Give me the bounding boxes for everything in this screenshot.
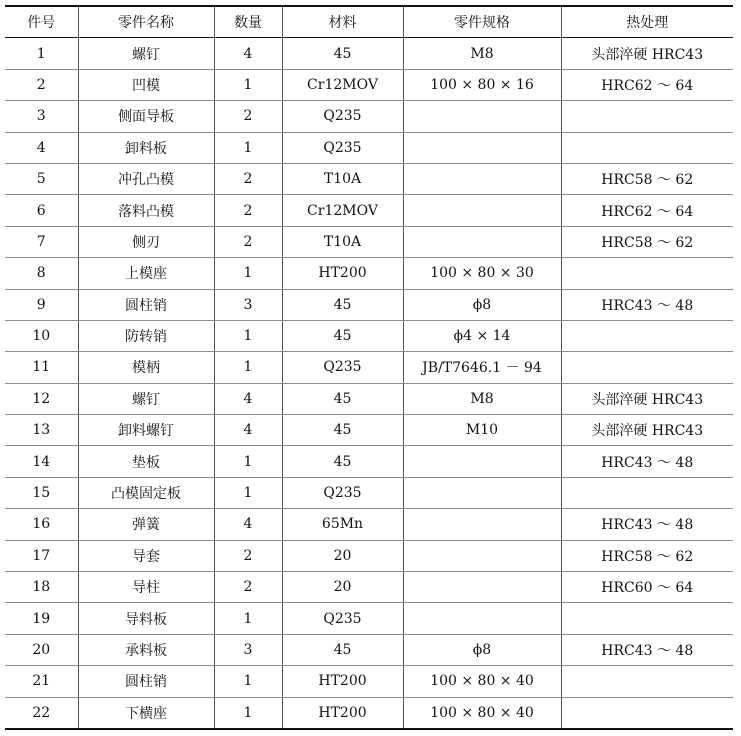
cell-part-name: 承料板 (78, 634, 214, 665)
cell-material: HT200 (282, 666, 403, 697)
cell-part-number: 13 (5, 415, 78, 446)
cell-quantity: 4 (214, 383, 282, 414)
table-row (5, 697, 733, 729)
cell-part-number: 8 (5, 258, 78, 289)
cell-specification (403, 572, 561, 603)
cell-heat-treatment (561, 603, 733, 634)
cell-part-number: 19 (5, 603, 78, 634)
cell-part-number: 4 (5, 132, 78, 163)
cell-material: T10A (282, 163, 403, 194)
cell-quantity: 1 (214, 446, 282, 477)
cell-part-name: 圆柱销 (78, 289, 214, 320)
cell-specification: 100 × 80 × 40 (403, 666, 561, 697)
cell-heat-treatment (561, 697, 733, 729)
cell-specification (403, 163, 561, 194)
cell-specification: M10 (403, 415, 561, 446)
cell-heat-treatment: HRC58 ～ 62 (561, 226, 733, 257)
cell-part-number: 16 (5, 509, 78, 540)
cell-part-number: 11 (5, 352, 78, 383)
cell-heat-treatment (561, 132, 733, 163)
cell-part-name: 螺钉 (78, 38, 214, 69)
cell-part-name: 垫板 (78, 446, 214, 477)
cell-part-name: 导柱 (78, 572, 214, 603)
table-row (5, 163, 733, 194)
cell-quantity: 4 (214, 415, 282, 446)
cell-specification: M8 (403, 38, 561, 69)
cell-heat-treatment: HRC43 ～ 48 (561, 509, 733, 540)
header-quantity: 数量 (214, 6, 282, 38)
cell-part-number: 10 (5, 320, 78, 351)
cell-specification (403, 446, 561, 477)
cell-part-name: 冲孔凸模 (78, 163, 214, 194)
cell-quantity: 3 (214, 289, 282, 320)
parts-table (5, 5, 733, 730)
cell-heat-treatment: HRC62 ～ 64 (561, 69, 733, 100)
cell-material: Q235 (282, 477, 403, 508)
cell-part-name: 导套 (78, 540, 214, 571)
table-row (5, 195, 733, 226)
table-row (5, 383, 733, 414)
table-row (5, 69, 733, 100)
cell-heat-treatment: HRC60 ～ 64 (561, 572, 733, 603)
header-row (5, 6, 733, 38)
cell-material: 45 (282, 446, 403, 477)
cell-part-name: 弹簧 (78, 509, 214, 540)
cell-heat-treatment: HRC43 ～ 48 (561, 446, 733, 477)
cell-heat-treatment (561, 101, 733, 132)
table-row (5, 540, 733, 571)
cell-material: 45 (282, 320, 403, 351)
header-part-number: 件号 (5, 6, 78, 38)
cell-quantity: 4 (214, 509, 282, 540)
cell-part-number: 2 (5, 69, 78, 100)
cell-heat-treatment (561, 320, 733, 351)
cell-part-name: 圆柱销 (78, 666, 214, 697)
cell-quantity: 1 (214, 352, 282, 383)
cell-part-name: 卸料板 (78, 132, 214, 163)
table-row (5, 446, 733, 477)
cell-material: Q235 (282, 603, 403, 634)
cell-heat-treatment (561, 258, 733, 289)
cell-material: 20 (282, 540, 403, 571)
cell-specification (403, 477, 561, 508)
cell-material: 45 (282, 38, 403, 69)
header-specification: 零件规格 (403, 6, 561, 38)
table-row (5, 352, 733, 383)
cell-material: Cr12MOV (282, 195, 403, 226)
cell-part-number: 7 (5, 226, 78, 257)
cell-quantity: 3 (214, 634, 282, 665)
cell-heat-treatment (561, 666, 733, 697)
cell-part-number: 1 (5, 38, 78, 69)
cell-material: Q235 (282, 132, 403, 163)
cell-quantity: 2 (214, 226, 282, 257)
table-row (5, 634, 733, 665)
cell-quantity: 1 (214, 603, 282, 634)
cell-part-name: 落料凸模 (78, 195, 214, 226)
cell-quantity: 1 (214, 69, 282, 100)
table-row (5, 289, 733, 320)
cell-heat-treatment: HRC43 ～ 48 (561, 634, 733, 665)
cell-specification: M8 (403, 383, 561, 414)
cell-part-name: 侧刃 (78, 226, 214, 257)
table-row (5, 320, 733, 351)
cell-quantity: 2 (214, 163, 282, 194)
cell-material: HT200 (282, 258, 403, 289)
cell-material: Q235 (282, 352, 403, 383)
cell-quantity: 1 (214, 477, 282, 508)
cell-quantity: 1 (214, 697, 282, 729)
cell-specification: ϕ8 (403, 289, 561, 320)
cell-part-name: 上模座 (78, 258, 214, 289)
cell-specification (403, 195, 561, 226)
cell-specification (403, 132, 561, 163)
cell-heat-treatment: HRC58 ～ 62 (561, 163, 733, 194)
cell-quantity: 2 (214, 540, 282, 571)
cell-material: 65Mn (282, 509, 403, 540)
cell-quantity: 4 (214, 38, 282, 69)
cell-specification: 100 × 80 × 30 (403, 258, 561, 289)
cell-part-number: 21 (5, 666, 78, 697)
table-row (5, 132, 733, 163)
table-row (5, 101, 733, 132)
cell-heat-treatment (561, 352, 733, 383)
cell-part-number: 22 (5, 697, 78, 729)
cell-part-name: 防转销 (78, 320, 214, 351)
table-row (5, 415, 733, 446)
cell-quantity: 1 (214, 666, 282, 697)
cell-part-number: 14 (5, 446, 78, 477)
cell-specification (403, 101, 561, 132)
cell-part-name: 凸模固定板 (78, 477, 214, 508)
cell-specification: ϕ8 (403, 634, 561, 665)
table-row (5, 603, 733, 634)
cell-part-name: 卸料螺钉 (78, 415, 214, 446)
table-row (5, 666, 733, 697)
cell-quantity: 2 (214, 572, 282, 603)
cell-part-number: 6 (5, 195, 78, 226)
parts-body (5, 38, 733, 729)
cell-specification (403, 603, 561, 634)
table-row (5, 38, 733, 69)
cell-part-number: 20 (5, 634, 78, 665)
cell-material: Cr12MOV (282, 69, 403, 100)
cell-part-name: 凹模 (78, 69, 214, 100)
cell-heat-treatment: HRC58 ～ 62 (561, 540, 733, 571)
cell-part-name: 下横座 (78, 697, 214, 729)
cell-part-number: 18 (5, 572, 78, 603)
cell-heat-treatment: 头部淬硬 HRC43 (561, 38, 733, 69)
cell-part-number: 15 (5, 477, 78, 508)
cell-material: 20 (282, 572, 403, 603)
cell-heat-treatment: 头部淬硬 HRC43 (561, 383, 733, 414)
cell-part-number: 5 (5, 163, 78, 194)
cell-heat-treatment: 头部淬硬 HRC43 (561, 415, 733, 446)
cell-specification (403, 226, 561, 257)
table-row (5, 258, 733, 289)
cell-heat-treatment (561, 477, 733, 508)
table-row (5, 477, 733, 508)
cell-material: HT200 (282, 697, 403, 729)
table-row (5, 572, 733, 603)
cell-specification: ϕ4 × 14 (403, 320, 561, 351)
cell-material: T10A (282, 226, 403, 257)
header-heat-treatment: 热处理 (561, 6, 733, 38)
cell-quantity: 1 (214, 132, 282, 163)
table-row (5, 226, 733, 257)
cell-part-number: 9 (5, 289, 78, 320)
cell-specification: 100 × 80 × 16 (403, 69, 561, 100)
cell-part-name: 导料板 (78, 603, 214, 634)
cell-quantity: 1 (214, 320, 282, 351)
cell-part-number: 17 (5, 540, 78, 571)
cell-material: 45 (282, 383, 403, 414)
cell-specification (403, 509, 561, 540)
cell-material: Q235 (282, 101, 403, 132)
cell-heat-treatment: HRC43 ～ 48 (561, 289, 733, 320)
table-row (5, 509, 733, 540)
cell-material: 45 (282, 289, 403, 320)
cell-specification: 100 × 80 × 40 (403, 697, 561, 729)
cell-specification: JB/T7646.1 － 94 (403, 352, 561, 383)
cell-quantity: 2 (214, 101, 282, 132)
cell-part-name: 侧面导板 (78, 101, 214, 132)
cell-part-name: 模柄 (78, 352, 214, 383)
cell-heat-treatment: HRC62 ～ 64 (561, 195, 733, 226)
cell-material: 45 (282, 634, 403, 665)
cell-material: 45 (282, 415, 403, 446)
cell-part-name: 螺钉 (78, 383, 214, 414)
header-material: 材料 (282, 6, 403, 38)
cell-part-number: 3 (5, 101, 78, 132)
cell-specification (403, 540, 561, 571)
cell-quantity: 1 (214, 258, 282, 289)
cell-quantity: 2 (214, 195, 282, 226)
header-part-name: 零件名称 (78, 6, 214, 38)
cell-part-number: 12 (5, 383, 78, 414)
